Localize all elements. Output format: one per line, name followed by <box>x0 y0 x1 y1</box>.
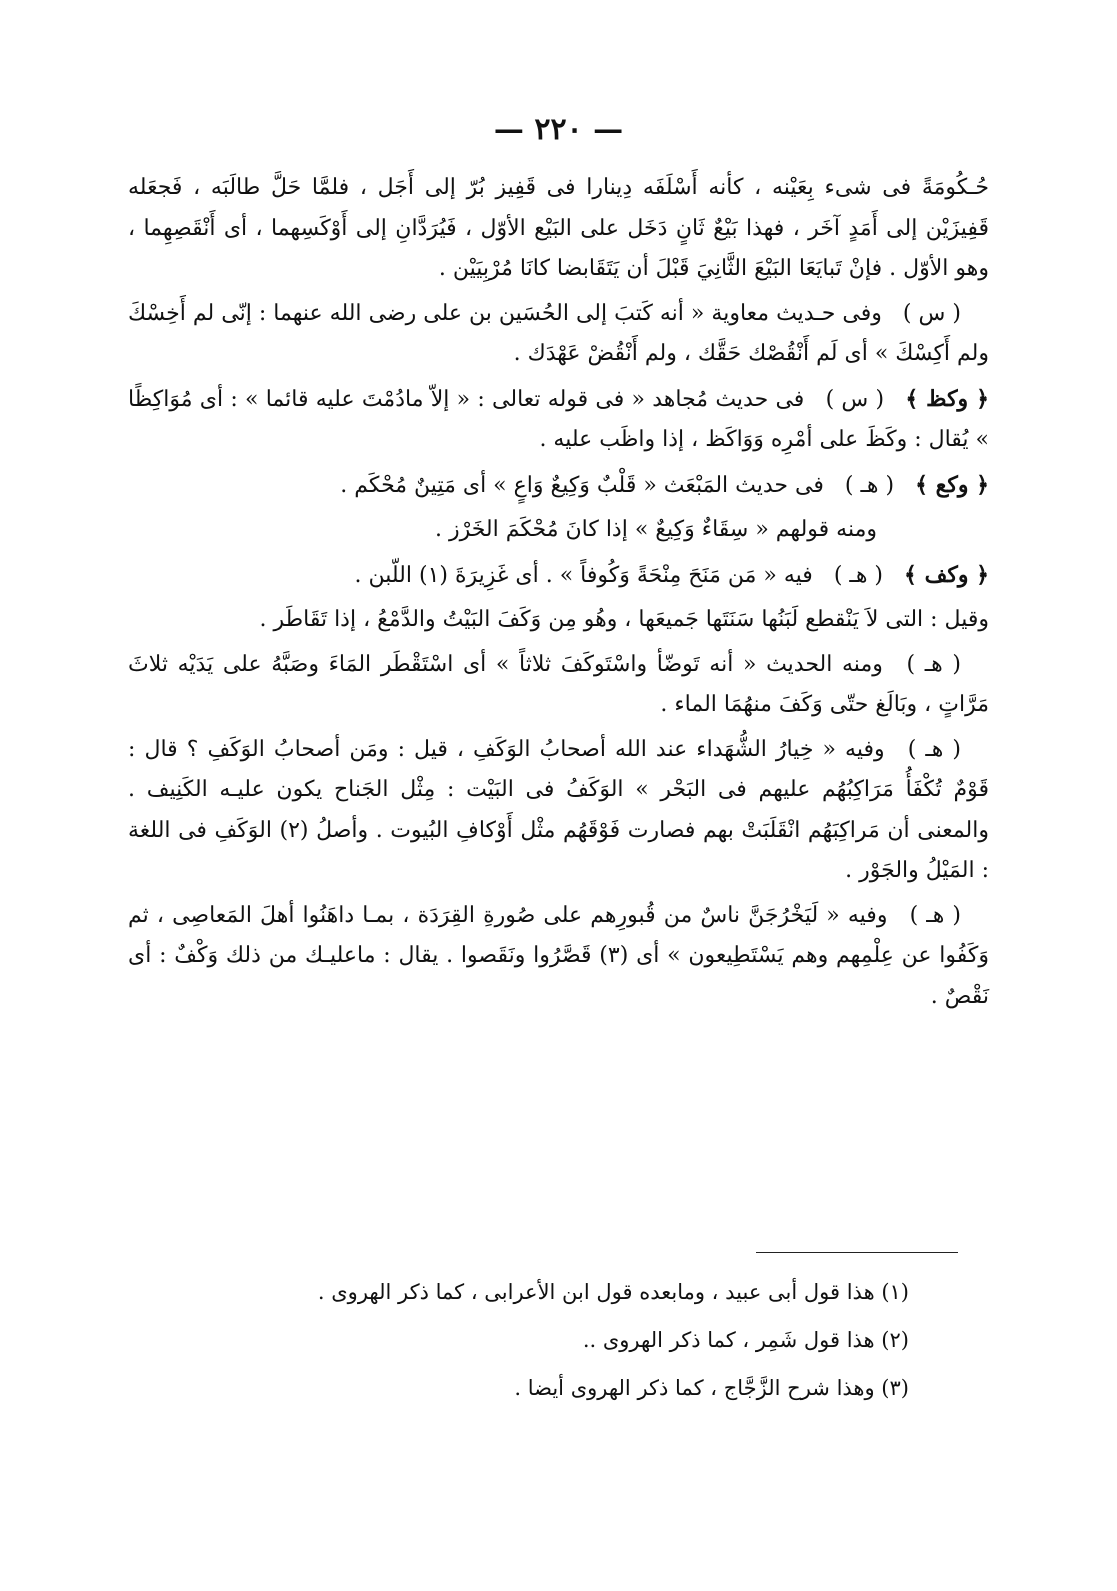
entry-paragraph <box>128 645 989 726</box>
entry-heading: ﴿ وكظ ﴾ <box>905 385 989 412</box>
entry-paragraph <box>128 294 989 375</box>
footnote: (٢) هذا قول شَمِر ، كما ذكر الهروى .. <box>582 1328 909 1352</box>
entry-paragraph <box>128 730 989 892</box>
paragraph-text: وفيه « لَيَخْرُجَنَّ ناسٌ من قُبورِهم على صُورةِ القِرَدَة ، بمـا داهَنُوا أهلَ المَعاصِى ، ثم وَكَفُوا عن عِلْمِهم وهم يَسْتَطِيعون » أى (٣) قَصَّرُوا ونَقَصوا . يقال : ماعليـك من ذلك وَكْفٌ : أى نَقْصٌ . <box>128 902 989 1009</box>
paragraph-text: فيه « مَن مَنَحَ مِنْحَةً وَكُوفاً » . أى غَزِيرَةَ (١) اللّبن . <box>354 562 813 588</box>
paragraph-text: ومنه الحديث « أنه تَوضّأ واسْتَوكَفَ ثلاثاً » أى اسْتَقْطَر المَاءَ وصَبَّهُ على يَدَيْه ثلاثَ مَرَّاتٍ ، وبَالَغ حتّى وَكَفَ منهُمَا الماء . <box>128 651 989 717</box>
entry-heading: ﴿ وكع ﴾ <box>915 471 989 498</box>
source-tag: ( هـ ) <box>909 902 961 928</box>
plain-paragraph <box>128 600 989 641</box>
paragraph-text: وفيه « خِيارُ الشُّهَداء عند الله أصحابُ الوَكَفِ ، قيل : ومَن أصحابُ الوَكَفِ ؟ قال : قَوْمٌ تُكْفَأُ مَرَاكِبُهُم عليهم فى البَحْر » الوَكَفُ فى البَيْت : مِثْل الجَناح يكون عليـه الكَنِيف . والمعنى أن مَراكِبَهُم انْقَلَبَتْ بهم فصارت فَوْقَهُم مثْل أَوْكافِ البُيوت . وأصلُ (٢) الوَكَفِ فى اللغة : المَيْلُ والجَوْر . <box>128 736 989 883</box>
paragraph-text: حُـكُومَةً فى شىء بِعَيْنه ، كأنه أَسْلَفَه دِينارا فى قَفِيز بُرّ إلى أَجَل ، فلمَّا حَلَّ طالَبَه ، فَجعَله قَفِيزَيْن إلى أَمَدٍ آخَر ، فهذا بَيْعٌ ثَانٍ دَخَل على البَيْع الأوّل ، فَيُرَدَّانِ إلى أَوْكَسِهما ، أى أَنْقَصِهِما ، وهو الأوّل . فإنْ تَبايَعَا البَيْعَ الثَّانِيَ قَبْلَ أن يَتَقَابضا كانَا مُرْبِيَيْن . <box>128 175 989 281</box>
entry-paragraph <box>128 379 989 461</box>
footnote: (٣) وهذا شرح الزَّجَّاج ، كما ذكر الهروى أيضا . <box>514 1376 909 1400</box>
entry-paragraph <box>128 896 989 1018</box>
paragraph-text: فى حديث مُجاهد « فى قوله تعالى : « إلاّ مادُمْتَ عليه قائما » : أى مُوَاكِظًا » يُقال : وكَظَ على أمْرِه وَوَاكَظ ، إذا واظَب عليه . <box>128 386 989 452</box>
paragraph-text: فى حديث المَبْعَث « قَلْبٌ وَكِيعٌ وَاعٍ » أى مَتِينٌ مُحْكَم . <box>340 472 824 498</box>
entry-paragraph <box>128 465 989 507</box>
source-tag: ( هـ ) <box>844 472 895 498</box>
dictionary-text <box>128 168 989 1021</box>
entry-heading: ﴿ وكف ﴾ <box>904 561 989 588</box>
continuation-paragraph <box>128 168 989 290</box>
page-number: — ٢٢٠ — <box>493 112 624 147</box>
paragraph-text: ومنه قولهم « سِقَاءٌ وَكِيعٌ » إذا كانَ مُحْكَمَ الخَرْز . <box>434 517 877 542</box>
source-tag: ( هـ ) <box>833 562 884 588</box>
source-tag: ( هـ ) <box>907 736 962 762</box>
sub-paragraph <box>128 510 989 551</box>
source-tag: ( هـ ) <box>906 651 961 677</box>
source-tag: ( س ) <box>902 300 961 326</box>
entry-paragraph <box>128 555 989 597</box>
footnotes <box>200 1268 909 1412</box>
source-tag: ( س ) <box>825 386 885 412</box>
footnote-divider <box>756 1252 958 1253</box>
paragraph-text: وفى حـديث معاوية « أنه كَتبَ إلى الحُسَين بن على رضى الله عنهما : إنّى لم أَخِسْكَ ولم أَكِسْكَ » أى لَم أَنْقُصْك حَقَّك ، ولم أَنْقُضْ عَهْدَك . <box>128 300 989 366</box>
footnote: (١) هذا قول أبى عبيد ، ومابعده قول ابن الأعرابى ، كما ذكر الهروى . <box>317 1280 909 1304</box>
paragraph-text: وقيل : التى لاَ يَنْقطع لَبَنُها سَنَتَها جَميعَها ، وهُو مِن وَكَفَ البَيْتُ والدَّمْعُ ، إذا تَقَاطَر . <box>259 607 989 632</box>
